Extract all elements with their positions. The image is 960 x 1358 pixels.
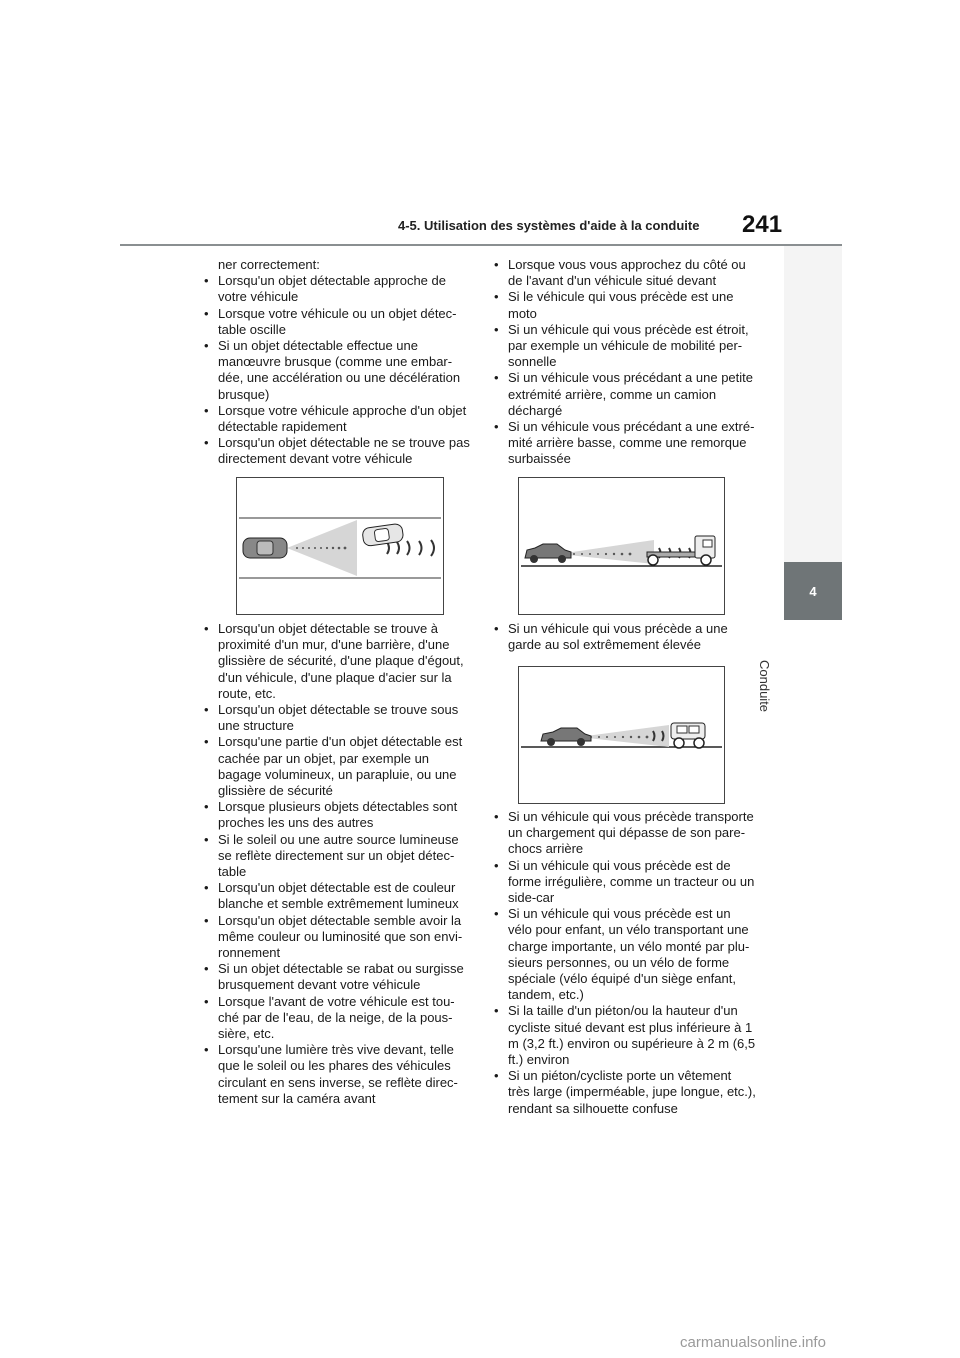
list-item: • Si un objet détectable se rabat ou surgisse brusquement devant votre véhicule bbox=[204, 961, 470, 993]
list-item: • Si un piéton/cycliste porte un vêtement très large (imperméable, jupe longue, etc.), rendant sa silhouette confuse bbox=[494, 1068, 756, 1117]
list-item: • Lorsqu'un objet détectable est de couleur blanche et semble extrêmement lumineux bbox=[204, 880, 470, 912]
truck-scene-svg bbox=[519, 478, 724, 614]
list-item: • Lorsque plusieurs objets détectables sont proches les uns des autres bbox=[204, 799, 470, 831]
section-title: 4-5. Utilisation des systèmes d'aide à la conduite bbox=[398, 218, 700, 233]
list-item: • Lorsque votre véhicule approche d'un objet détectable rapidement bbox=[204, 403, 470, 435]
right-column-middle bbox=[494, 621, 756, 653]
header-divider bbox=[120, 244, 842, 246]
watermark-text: carmanualsonline.info bbox=[680, 1334, 826, 1351]
illustration-oscillating-object bbox=[236, 477, 444, 615]
list-item: • Lorsqu'un objet détectable semble avoir la même couleur ou luminosité que son envi-ronnement bbox=[204, 913, 470, 962]
list-item: • Lorsque l'avant de votre véhicule est tou-ché par de l'eau, de la neige, de la pous-sière, etc. bbox=[204, 994, 470, 1043]
list-item: • Si un véhicule qui vous précède est de forme irrégulière, comme un tracteur ou un side-car bbox=[494, 858, 756, 907]
list-item: • Lorsqu'un objet détectable approche de votre véhicule bbox=[204, 273, 470, 305]
list-item: • Si un véhicule vous précédant a une petite extrémité arrière, comme un camion déchargé bbox=[494, 370, 756, 419]
list-item: • Lorsque vous vous approchez du côté ou de l'avant d'un véhicule situé devant bbox=[494, 257, 756, 289]
list-item: • Si la taille d'un piéton/ou la hauteur d'un cycliste situé devant est plus inférieure à 1 m (3,2 ft.) environ ou supérieure à 2 m (6,5 ft.) environ bbox=[494, 1003, 756, 1068]
left-column-bottom bbox=[204, 621, 470, 1107]
list-item: • Si le véhicule qui vous précède est une moto bbox=[494, 289, 756, 321]
list-item: • Si un véhicule qui vous précède a une garde au sol extrêmement élevée bbox=[494, 621, 756, 653]
chapter-label: Conduite bbox=[757, 660, 772, 713]
list-item: • Si un véhicule qui vous précède est un vélo pour enfant, un vélo transportant une charge importante, un vélo monté par plu-sieurs personnes, ou un vélo de forme spéciale (vélo équipé d'un siège enfant, tandem, etc.) bbox=[494, 906, 756, 1003]
side-tab-strip bbox=[784, 246, 842, 562]
list-item: • Lorsqu'une lumière très vive devant, telle que le soleil ou les phares des véhicules circulant en sens inverse, se reflète direc-tement sur la caméra avant bbox=[204, 1042, 470, 1107]
list-item: • Lorsqu'un objet détectable se trouve à proximité d'un mur, d'une barrière, d'une glissière de sécurité, d'une plaque d'égout, d'un véhicule, d'une plaque d'acier sur la route, etc. bbox=[204, 621, 470, 702]
right-column-bottom bbox=[494, 809, 756, 1117]
right-column-top bbox=[494, 257, 756, 468]
list-item: • Si un véhicule vous précédant a une extré-mité arrière basse, comme une remorque surbaissée bbox=[494, 419, 756, 468]
illustration-high-clearance bbox=[518, 666, 725, 804]
suv-scene-svg bbox=[519, 667, 724, 803]
road-scene-svg bbox=[237, 478, 443, 614]
illustration-low-trailer bbox=[518, 477, 725, 615]
list-item: • Lorsqu'un objet détectable se trouve sous une structure bbox=[204, 702, 470, 734]
list-item: • Lorsqu'un objet détectable ne se trouve pas directement devant votre véhicule bbox=[204, 435, 470, 467]
list-item: • Si le soleil ou une autre source lumineuse se reflète directement sur un objet détec-table bbox=[204, 832, 470, 881]
intro-text: ner correctement: bbox=[218, 257, 320, 272]
list-item: • Lorsqu'une partie d'un objet détectable est cachée par un objet, par exemple un bagage volumineux, un parapluie, ou une glissière de sécurité bbox=[204, 734, 470, 799]
page-number: 241 bbox=[742, 211, 783, 238]
chapter-tab[interactable] bbox=[784, 562, 842, 620]
list-item: • Lorsque votre véhicule ou un objet détec-table oscille bbox=[204, 306, 470, 338]
list-item: • Si un objet détectable effectue une manœuvre brusque (comme une embar-dée, une accélération ou une décélération brusque) bbox=[204, 338, 470, 403]
list-item: • Si un véhicule qui vous précède est étroit, par exemple un véhicule de mobilité per-sonnelle bbox=[494, 322, 756, 371]
left-column-top bbox=[204, 257, 470, 468]
list-item: • Si un véhicule qui vous précède transporte un chargement qui dépasse de son pare-chocs arrière bbox=[494, 809, 756, 858]
chapter-number: 4 bbox=[809, 583, 817, 599]
